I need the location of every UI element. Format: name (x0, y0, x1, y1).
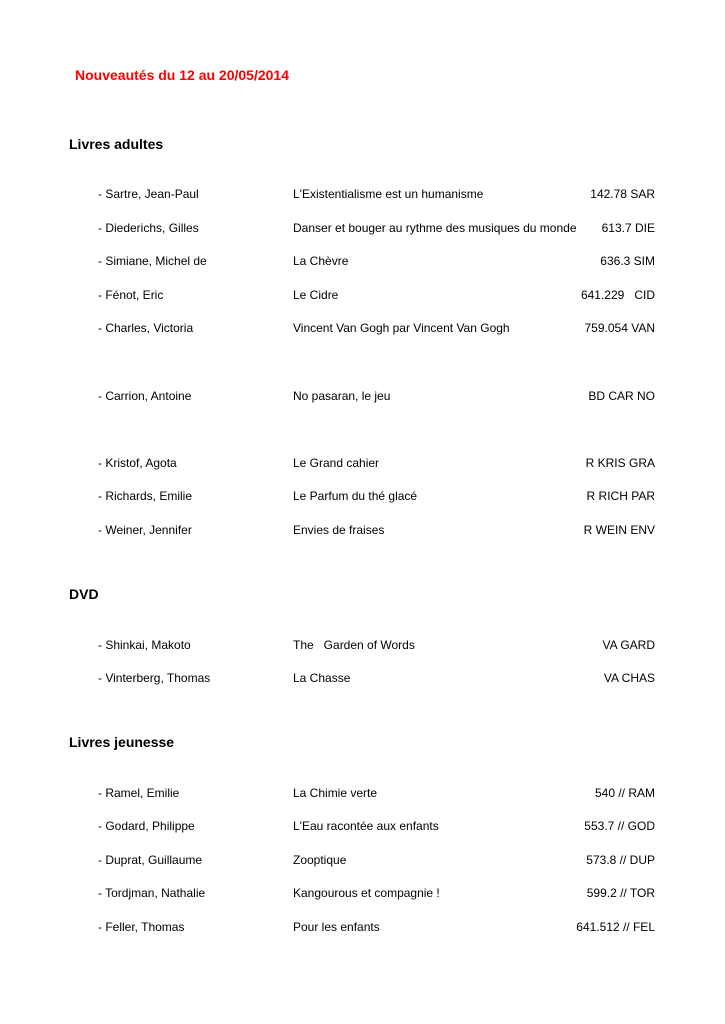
section-heading-livres-adultes: Livres adultes (69, 136, 164, 152)
list-item (0, 638, 725, 654)
author: - Ramel, Emilie (98, 786, 180, 800)
call-number: VA CHAS (603, 671, 655, 685)
book-title: La Chasse (293, 671, 351, 685)
book-title: Danser et bouger au rythme des musiques du monde (293, 221, 577, 235)
book-title: L'Eau racontée aux enfants (293, 819, 439, 833)
list-item (0, 819, 725, 835)
book-title: Kangourous et compagnie ! (293, 886, 440, 900)
book-title: L'Existentialisme est un humanisme (293, 187, 484, 201)
author: - Simiane, Michel de (98, 254, 207, 268)
call-number: R KRIS GRA (585, 456, 655, 470)
call-number: 599.2 // TOR (586, 886, 655, 900)
author: - Shinkai, Makoto (98, 638, 191, 652)
book-title: The Garden of Words (293, 638, 415, 652)
list-item (0, 671, 725, 687)
author: - Richards, Emilie (98, 489, 193, 503)
book-title: Envies de fraises (293, 523, 385, 537)
call-number: 641.512 // FEL (576, 920, 655, 934)
book-title: Vincent Van Gogh par Vincent Van Gogh (293, 321, 510, 335)
author: - Fénot, Eric (98, 288, 164, 302)
author: - Feller, Thomas (98, 920, 185, 934)
author: - Weiner, Jennifer (98, 523, 192, 537)
book-title: Pour les enfants (293, 920, 380, 934)
list-item (0, 886, 725, 902)
book-title: La Chèvre (293, 254, 349, 268)
book-title: La Chimie verte (293, 786, 378, 800)
call-number: 641.229 CID (580, 288, 655, 302)
call-number: VA GARD (602, 638, 655, 652)
call-number: 613.7 DIE (601, 221, 655, 235)
call-number: 540 // RAM (594, 786, 655, 800)
list-item (0, 489, 725, 505)
book-title: No pasaran, le jeu (293, 389, 391, 403)
list-item (0, 456, 725, 472)
section-heading-livres-jeunesse: Livres jeunesse (69, 734, 175, 750)
list-item (0, 321, 725, 337)
list-item (0, 288, 725, 304)
list-item (0, 523, 725, 539)
call-number: R WEIN ENV (583, 523, 655, 537)
section-heading-dvd: DVD (69, 586, 99, 602)
author: - Tordjman, Nathalie (98, 886, 206, 900)
call-number: R RICH PAR (586, 489, 655, 503)
call-number: 573.8 // DUP (586, 853, 655, 867)
page-title: Nouveautés du 12 au 20/05/2014 (75, 67, 289, 83)
call-number: 553.7 // GOD (584, 819, 655, 833)
author: - Sartre, Jean-Paul (98, 187, 199, 201)
author: - Kristof, Agota (98, 456, 177, 470)
call-number: BD CAR NO (588, 389, 655, 403)
author: - Godard, Philippe (98, 819, 195, 833)
list-item (0, 786, 725, 802)
author: - Diederichs, Gilles (98, 221, 199, 235)
call-number: 142.78 SAR (590, 187, 655, 201)
book-title: Le Cidre (293, 288, 339, 302)
book-title: Zooptique (293, 853, 347, 867)
call-number: 636.3 SIM (600, 254, 655, 268)
list-item (0, 389, 725, 405)
list-item (0, 920, 725, 936)
author: - Charles, Victoria (98, 321, 194, 335)
list-item (0, 853, 725, 869)
list-item (0, 187, 725, 203)
call-number: 759.054 VAN (584, 321, 655, 335)
book-title: Le Grand cahier (293, 456, 380, 470)
author: - Carrion, Antoine (98, 389, 192, 403)
list-item (0, 221, 725, 237)
book-title: Le Parfum du thé glacé (293, 489, 418, 503)
list-item (0, 254, 725, 270)
author: - Vinterberg, Thomas (98, 671, 211, 685)
author: - Duprat, Guillaume (98, 853, 203, 867)
